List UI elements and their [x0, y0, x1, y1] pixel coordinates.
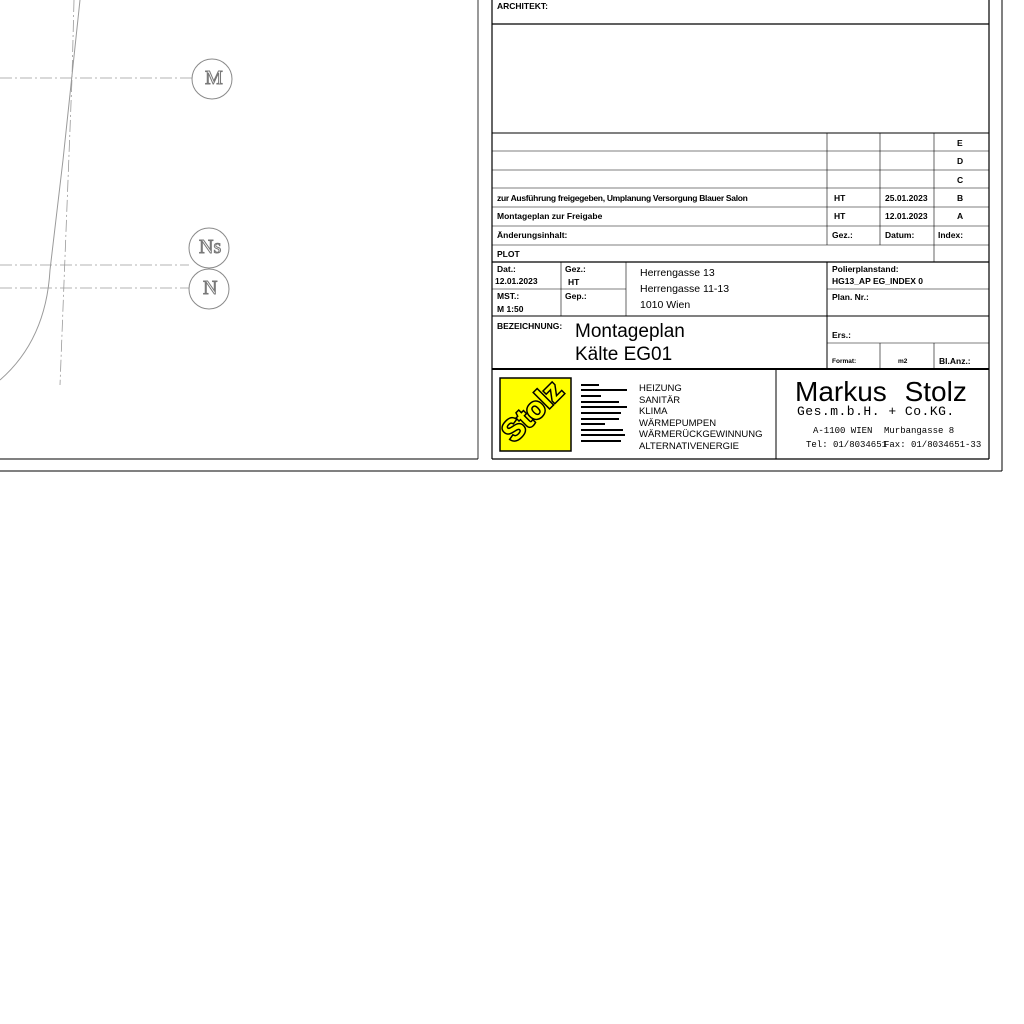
company-city: A-1100 WIEN	[813, 426, 873, 436]
plan-linework	[0, 0, 192, 385]
dat-label: Dat.:	[497, 264, 516, 274]
gez-label: Gez.:	[565, 264, 586, 274]
address-line-3: 1010 Wien	[640, 299, 691, 311]
bezeichnung-line-1: Montageplan	[575, 321, 685, 342]
mst-label: MST.:	[497, 291, 520, 301]
revision-letter-d: D	[957, 156, 964, 166]
dat-value: 12.01.2023	[495, 276, 538, 286]
sheet-count-label: Bl.Anz.:	[939, 356, 971, 366]
axis-label-m: M	[205, 67, 223, 89]
bezeichnung-line-2: Kälte EG01	[575, 344, 673, 365]
service-item: HEIZUNG	[639, 383, 682, 394]
revision-letter-c: C	[957, 175, 964, 185]
address-line-1: Herrengasse 13	[640, 267, 715, 279]
axis-bubbles	[189, 59, 232, 309]
revision-b-by: HT	[834, 193, 846, 203]
company-fax: Fax: 01/8034651-33	[884, 440, 982, 450]
unit-label: m2	[898, 358, 908, 365]
revision-header-text: Änderungsinhalt:	[497, 230, 568, 240]
gez-value: HT	[568, 277, 580, 287]
polierplanstand-value: HG13_AP EG_INDEX 0	[832, 276, 924, 286]
revision-b-text: zur Ausführung freigegeben, Umplanung Versorgung Blauer Salon	[497, 193, 748, 203]
revision-a-by: HT	[834, 211, 846, 221]
revision-letter-e: E	[957, 138, 963, 148]
address-line-2: Herrengasse 11-13	[640, 283, 730, 295]
plot-label: PLOT	[497, 249, 520, 259]
revision-a-index: A	[957, 211, 964, 221]
service-item: WÄRMERÜCKGEWINNUNG	[639, 429, 763, 440]
bezeichnung-label: BEZEICHNUNG:	[497, 321, 563, 331]
mst-value: M 1:50	[497, 304, 524, 314]
company-tel: Tel: 01/8034651	[806, 440, 888, 450]
revision-header-by: Gez.:	[832, 230, 853, 240]
revision-b-index: B	[957, 193, 964, 203]
company-street: Murbangasse 8	[884, 426, 955, 436]
revision-header-index: Index:	[938, 230, 964, 240]
service-item: KLIMA	[639, 406, 668, 417]
service-item: WÄRMEPUMPEN	[639, 417, 717, 429]
ers-label: Ers.:	[832, 330, 851, 340]
branch-list	[581, 384, 627, 442]
company-name: Markus Stolz	[795, 376, 967, 407]
axis-label-n: N	[203, 277, 218, 299]
revision-a-date: 12.01.2023	[885, 211, 928, 221]
service-item: SANITÄR	[639, 394, 681, 406]
gep-label: Gep.:	[565, 291, 587, 301]
format-label: Format:	[832, 358, 857, 365]
polierplanstand-label: Polierplanstand:	[832, 264, 899, 274]
revision-b-date: 25.01.2023	[885, 193, 928, 203]
plan-nr-label: Plan. Nr.:	[832, 292, 869, 302]
service-item: ALTERNATIVENERGIE	[639, 440, 739, 452]
revision-header-date: Datum:	[885, 230, 915, 240]
revision-a-text: Montageplan zur Freigabe	[497, 211, 603, 221]
architect-label: ARCHITEKT:	[497, 1, 548, 11]
company-services	[639, 383, 763, 452]
logo-text: Stolz	[495, 374, 570, 449]
company-legal: Ges.m.b.H. + Co.KG.	[797, 404, 955, 419]
stolz-logo	[496, 375, 571, 451]
axis-label-ns: Ns	[199, 236, 222, 258]
